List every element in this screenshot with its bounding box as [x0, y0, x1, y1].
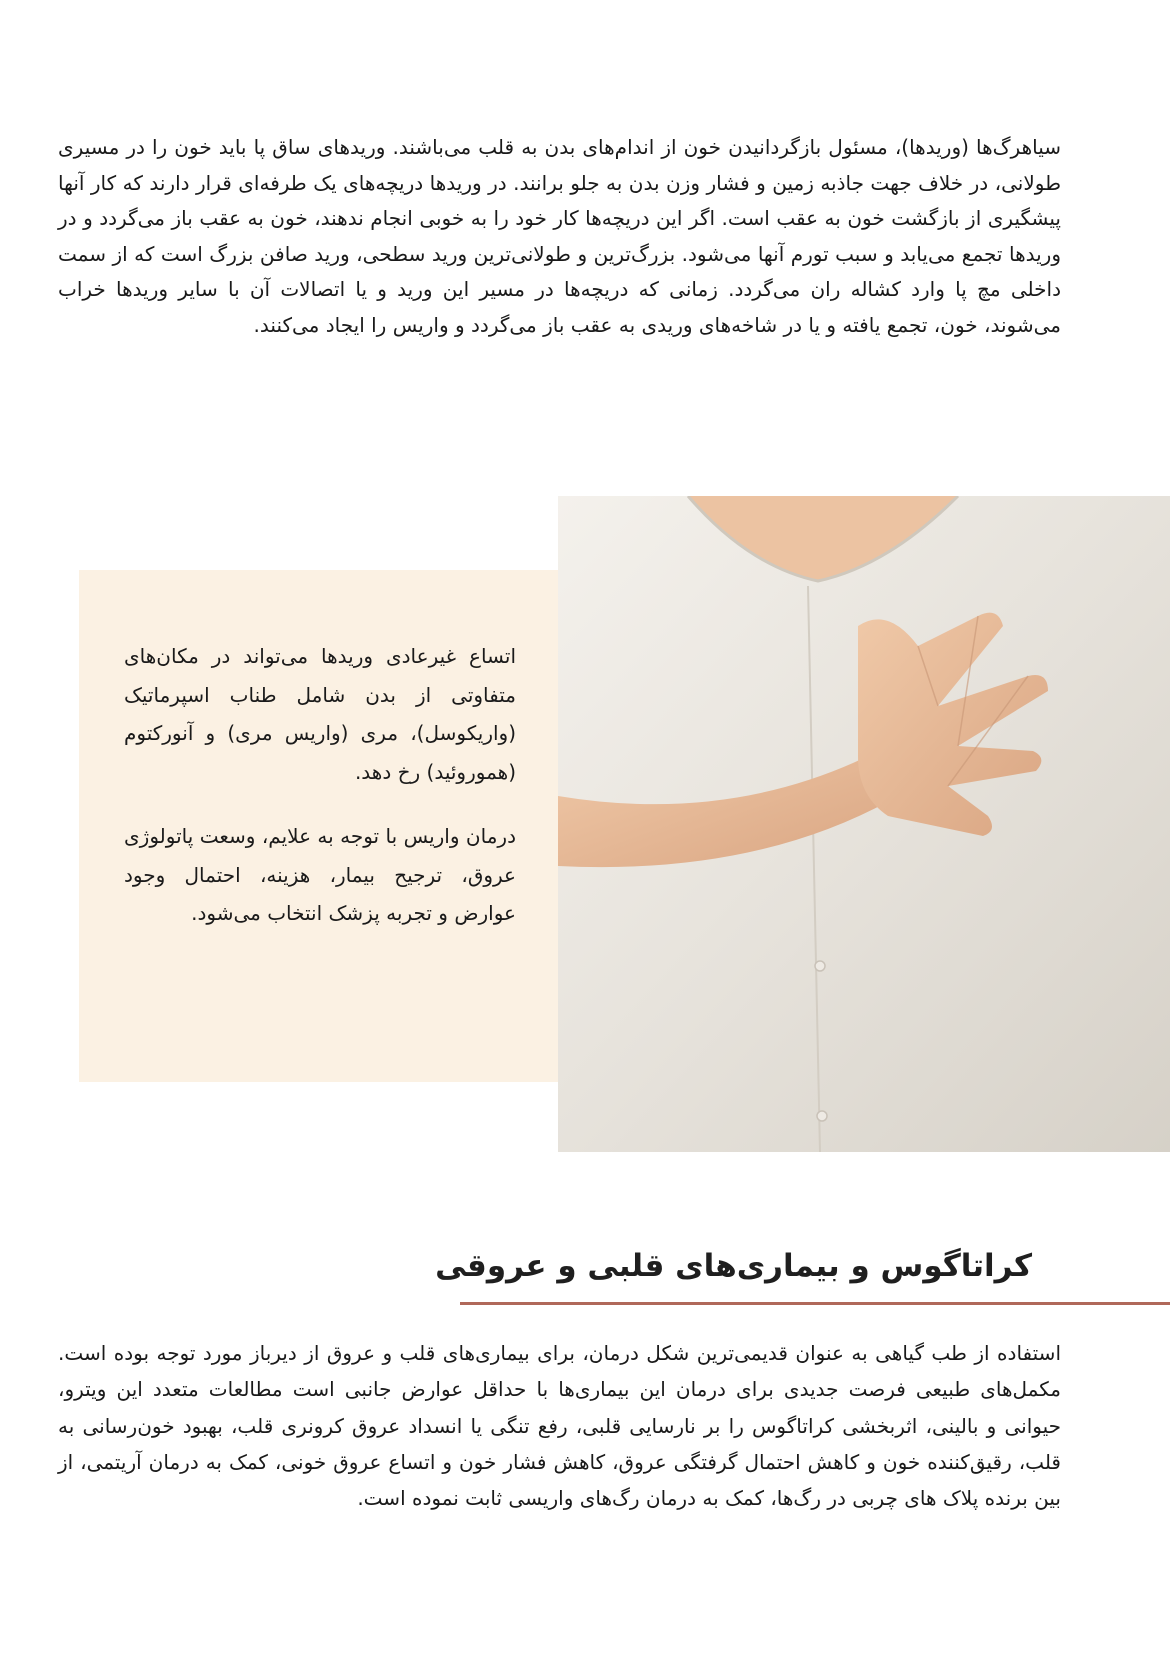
section-divider: [460, 1302, 1170, 1305]
section-paragraph: استفاده از طب گیاهی به عنوان قدیمی‌ترین شکل درمان، برای بیماری‌های قلب و عروق از دیرباز مورد توجه بوده است. مکمل‌های طبیعی فرصت جدیدی برای درمان این بیماری‌ها با حداقل عوارض جانبی است مطالعات متعدد این ویترو، حیوانی و بالینی، اثربخشی کراتاگوس را بر نارسایی قلبی، رفع تنگی یا انسداد عروق کرونری قلب، بهبود خون‌رسانی به قلب، رقیق‌کننده خون و کاهش احتمال گرفتگی عروق، کاهش فشار خون و اتساع عروق خونی، کمک به درمان آریتمی، از بین برنده پلاک های چربی در رگ‌ها، کمک به درمان رگ‌های واریسی ثابت نموده است.: [58, 1341, 1061, 1511]
hand-on-chest-photo: [558, 496, 1170, 1152]
callout-paragraph-1: اتساع غیرعادی وریدها می‌تواند در مکان‌های متفاوتی از بدن شامل طناب اسپرماتیک (واریکوسل)، مری (واریس مری) و آنورکتوم (هموروئید) رخ دهد.: [124, 644, 516, 784]
callout-text: [124, 637, 516, 959]
callout-paragraph-2: درمان واریس با توجه به علایم، وسعت پاتولوژی عروق، ترجیح بیمار، هزینه، احتمال وجود عوارض و تجربه پزشک انتخاب می‌شود.: [124, 824, 516, 925]
section-title: کراتاگوس و بیماری‌های قلبی و عروقی: [435, 1248, 1032, 1284]
intro-paragraph: سیاهرگ‌ها (وریدها)، مسئول بازگردانیدن خون از اندام‌های بدن به قلب می‌باشند. وریدهای ساق پا باید خون را در مسیری طولانی، در خلاف جهت جاذبه زمین و فشار وزن بدن به جلو برانند. در وریدها دریچه‌های یک طرفه‌ای قرار دارند که کار آنها پیشگیری از بازگشت خون به عقب است. اگر این دریچه‌ها کار خود را به خوبی انجام ندهند، خون به عقب باز می‌گردد و در وریدها تجمع می‌یابد و سبب تورم آنها می‌شود. بزرگ‌ترین و طولانی‌ترین ورید سطحی، ورید صافن بزرگ است که از سمت داخلی مچ پا وارد کشاله ران می‌گردد. زمانی که دریچه‌ها در مسیر این ورید و یا اتصالات آن با سایر وریدها خراب می‌شوند، خون، تجمع یافته و یا در شاخه‌های وریدی به عقب باز می‌گردد و واریس را ایجاد می‌کنند.: [58, 135, 1061, 337]
